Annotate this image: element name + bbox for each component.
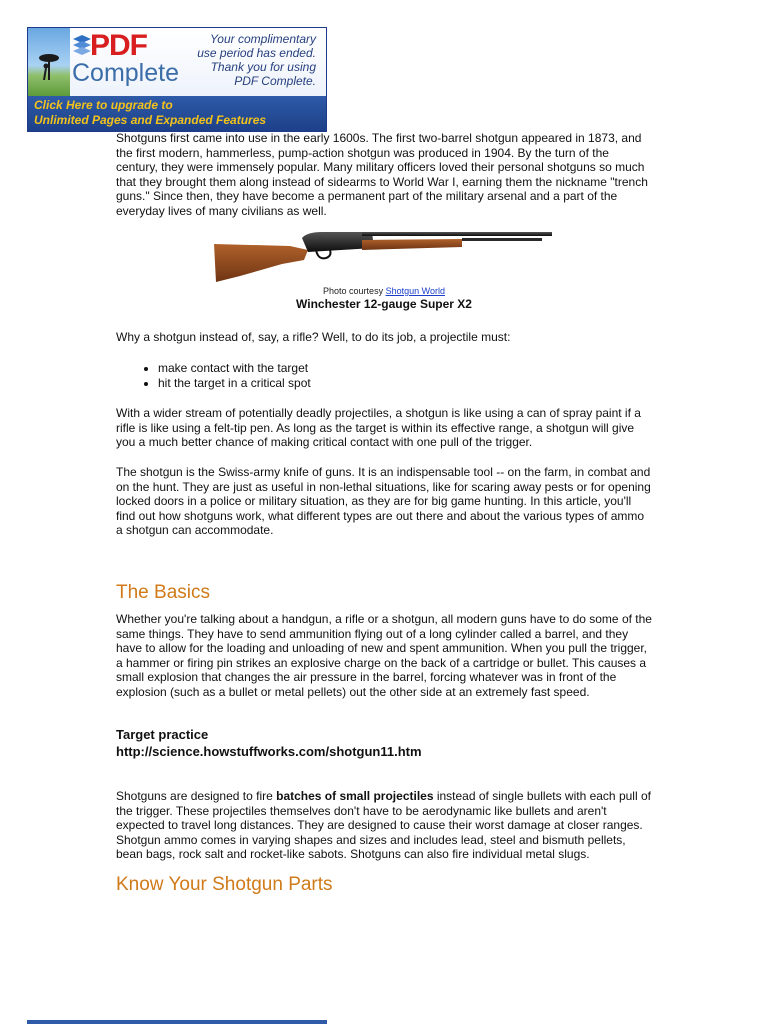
batches-section: [116, 789, 652, 862]
target-practice-heading: Target practice: [116, 727, 209, 742]
shotgun-photo: [212, 226, 554, 284]
basics-section: [116, 612, 652, 699]
upgrade-cta[interactable]: [34, 98, 266, 128]
source-url: http://science.howstuffworks.com/shotgun11.htm: [116, 744, 422, 759]
upgrade-cta-line[interactable]: Click Here to upgrade to: [34, 98, 173, 112]
basics-heading-wrap: [116, 582, 652, 603]
batches-text-post: instead of single bullets with each pull of the trigger. These projectiles themselves don't have to be aerodynamic like bullets and aren't expected to travel long distances. They are designed to cause their worst damage at closer ranges. Shotgun ammo comes in varying shapes and sizes and includes lead, steel and bismuth pellets, bean bags, rock salt and rocket-like sabots. Shotguns can also fire individual metal slugs.: [116, 789, 651, 861]
projectile-requirements: [116, 361, 652, 391]
list-item: • make contact with the target: [158, 361, 652, 376]
photo-credit-link[interactable]: Shotgun World: [385, 286, 445, 296]
intro-section: [116, 131, 652, 218]
upgrade-link[interactable]: [28, 96, 326, 132]
banner-message-line: Your complimentary: [209, 32, 316, 46]
figure-caption: Winchester 12-gauge Super X2: [296, 297, 472, 311]
photo-credit-prefix: Photo courtesy: [323, 286, 386, 296]
target-practice-block: [116, 726, 652, 760]
batches-emphasis: batches of small projectiles: [276, 789, 434, 803]
spray-section: [116, 406, 652, 450]
pdf-logo-stack-icon: [72, 34, 92, 56]
banner-message: [166, 32, 316, 88]
swiss-section: [116, 465, 652, 538]
batches-paragraph: [116, 789, 652, 862]
list-item: • hit the target in a critical spot: [158, 376, 652, 391]
banner-logo-complete: Complete: [72, 59, 179, 87]
swiss-paragraph: The shotgun is the Swiss-army knife of guns. It is an indispensable tool -- on the farm, in combat and on the hunt. They are just as useful in non-lethal situations, like for scaring away pests or for opening locked doors in a police or military situation, as they are for big game hunting. In this article, you'll find out how shotguns work, what different types are out there and about the various types of ammo a shotgun can accommodate.: [116, 465, 651, 537]
section-heading-basics: The Basics: [116, 582, 210, 603]
upgrade-cta-line[interactable]: Unlimited Pages and Expanded Features: [34, 113, 267, 127]
question-paragraph: Why a shotgun instead of, say, a rifle? Well, to do its job, a projectile must:: [116, 330, 511, 344]
question-section: [116, 330, 652, 345]
batches-text-pre: Shotguns are designed to fire: [116, 789, 277, 803]
next-page-banner-edge: [27, 1020, 327, 1024]
section-heading-parts: Know Your Shotgun Parts: [116, 874, 333, 895]
banner-photo: [28, 28, 70, 96]
parts-heading-wrap: [116, 874, 652, 895]
photo-credit: [0, 286, 768, 296]
person-with-umbrella-icon: [28, 28, 70, 96]
banner-message-line: use period has ended.: [197, 46, 316, 60]
bullet-list: [116, 361, 652, 391]
basics-paragraph: Whether you're talking about a handgun, a rifle or a shotgun, all modern guns have to do some of the same things. They have to send ammunition flying out of a long cylinder called a barrel, and they have to allow for the loading and unloading of new and spent ammunition. When you pull the trigger, a hammer or firing pin strikes an explosive charge on the back of a cartridge or bullet. This causes a small explosion that changes the air pressure in the barrel, forcing whatever was in front of the explosion (such as a bullet or metal pellets) out the other side at an extremely fast speed.: [116, 612, 652, 699]
intro-paragraph: Shotguns first came into use in the early 1600s. The first two-barrel shotgun appeared in 1873, and the first modern, hammerless, pump-action shotgun was produced in 1904. By the turn of the century, they were immensely popular. Many military officers loved their personal shotguns so much that they brought them along instead of sidearms to World War I, earning them the nickname "trench guns." Since then, they have become a permanent part of the military arsenal and a part of the everyday lives of many civilians as well.: [116, 131, 648, 218]
spray-paragraph: With a wider stream of potentially deadly projectiles, a shotgun is like using a can of spray paint if a rifle is like using a felt-tip pen. As long as the target is within its effective range, a shotgun will give you a much better chance of making critical contact with one pull of the trigger.: [116, 406, 641, 449]
shotgun-image: [212, 226, 554, 284]
banner-message-line: PDF Complete.: [234, 74, 316, 88]
upgrade-banner[interactable]: [27, 27, 327, 132]
banner-message-line: Thank you for using: [210, 60, 316, 74]
banner-logo-pdf: PDF: [90, 29, 147, 62]
